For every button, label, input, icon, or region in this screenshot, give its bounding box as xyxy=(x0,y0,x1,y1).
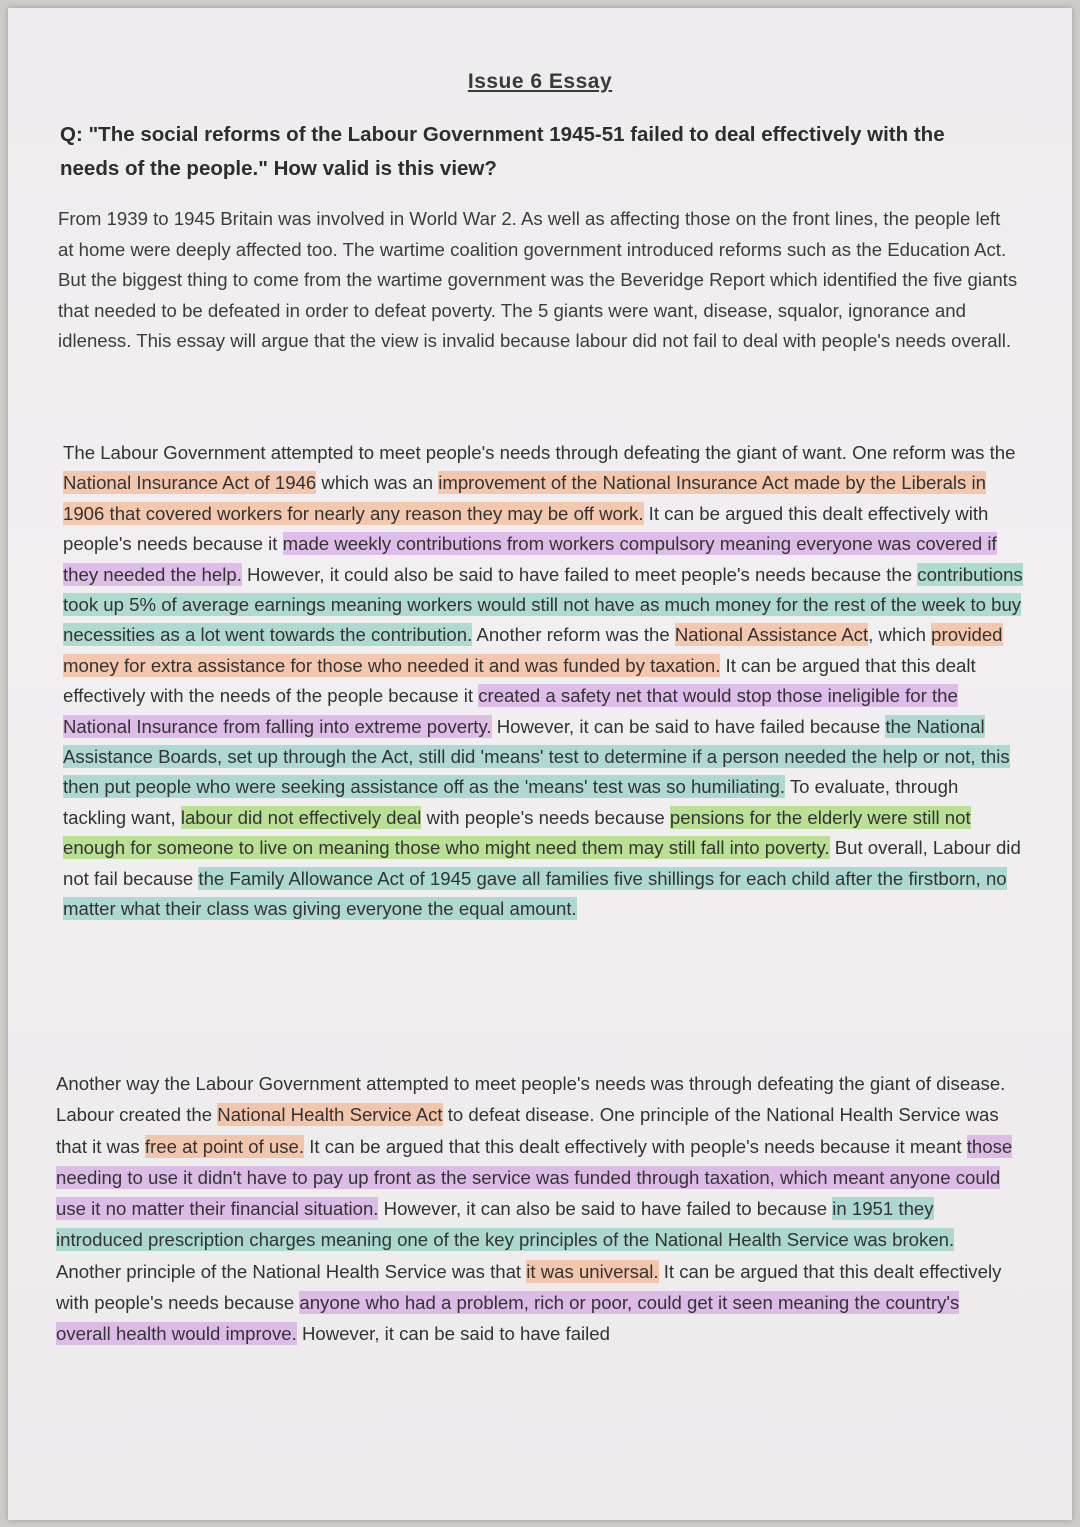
paragraph-text: Another principle of the National Health Service was that xyxy=(56,1260,527,1282)
paragraph-text: From 1939 to 1945 Britain was involved in World War 2. As well as affecting those on the front lines, the people left at home were deeply affected too. The wartime coalition government introduced reforms such as the Education Act. But the biggest thing to come from the wartime government was the Beveridge Report which identified the five giants that needed to be defeated in order to defeat poverty. The 5 giants were want, disease, squalor, ignorance and idleness. This essay will argue that the view is invalid because labour did not fail to deal with people's needs overall. xyxy=(58,208,1018,352)
paragraph-text: However, it can be said to have failed because xyxy=(491,715,886,737)
highlighted-text-purple: created a safety net that would stop those ineligible for the National Insurance from falling into extreme poverty. xyxy=(63,685,958,737)
paragraph-text: But overall, Labour did not fail because xyxy=(63,837,1021,889)
essay-page xyxy=(8,8,1072,1520)
paragraph-text: The Labour Government attempted to meet people's needs through defeating the giant of want. One reform was the xyxy=(63,442,1016,463)
highlighted-text-orange: provided money for extra assistance for those who needed it and was funded by taxation. xyxy=(63,624,1003,676)
highlighted-text-purple: made weekly contributions from workers compulsory meaning everyone was covered if they needed the help. xyxy=(63,533,997,585)
highlighted-text-green: labour did not effectively deal xyxy=(180,806,422,828)
paragraph-text: It can be argued that this dealt effectively with the needs of the people because it xyxy=(63,654,976,707)
paragraph-text: , which xyxy=(868,624,932,646)
highlighted-text-teal: the Family Allowance Act of 1945 gave all families five shillings for each child after the firstborn, no matter what their class was giving everyone the equal amount. xyxy=(63,867,1007,920)
highlighted-text-orange: it was universal. xyxy=(526,1260,659,1282)
highlighted-text-orange: National Health Service Act xyxy=(217,1104,443,1126)
paragraph-text: It can be argued that this dealt effectively with people's needs because xyxy=(56,1260,1002,1314)
essay-question: Q: "The social reforms of the Labour Government 1945-51 failed to deal effectively with the needs of the people." How valid is this view? xyxy=(60,123,945,180)
paragraph-text: To evaluate, through tackling want, xyxy=(63,776,959,828)
paragraph-text: Another reform was the xyxy=(472,624,675,646)
essay-title: Issue 6 Essay xyxy=(467,70,613,93)
highlighted-text-green: pensions for the elderly were still not enough for someone to live on meaning those who might need them may still fall into poverty. xyxy=(63,806,971,859)
paragraph-text: However, it could also be said to have failed to meet people's needs because the xyxy=(241,563,918,585)
paragraph-text: It can be argued this dealt effectively with people's needs because it xyxy=(63,502,989,555)
paragraph-text: to defeat disease. One principle of the National Health Service was that it was xyxy=(56,1104,999,1157)
highlighted-text-teal: in 1951 they introduced prescription charges meaning one of the key principles of the National Health Service was broken. xyxy=(56,1198,955,1251)
highlighted-text-orange: free at point of use. xyxy=(144,1135,305,1157)
highlighted-text-teal: the National Assistance Boards, set up through the Act, still did 'means' test to determine if a person needed the help or not, this then put people who were seeking assistance off as the 'means' test was so humiliating. xyxy=(63,715,1010,798)
highlighted-text-orange: National Assistance Act xyxy=(674,624,869,646)
highlighted-text-orange: National Insurance Act of 1946 xyxy=(63,472,317,494)
paragraph-text: with people's needs because xyxy=(421,806,670,828)
paragraph-text: which was an xyxy=(316,472,439,494)
paragraph-text: However, it can be said to have failed xyxy=(296,1323,610,1345)
highlighted-text-purple: anyone who had a problem, rich or poor, could get it seen meaning the country's overall health would improve. xyxy=(56,1292,960,1345)
paragraph-disease xyxy=(56,1068,1016,1350)
paragraph-text: It can be argued that this dealt effectively with people's needs because it meant xyxy=(304,1135,967,1157)
paragraph-intro xyxy=(58,204,1018,357)
paragraph-text: Another way the Labour Government attempted to meet people's needs was through defeating the giant of disease. Labour created the xyxy=(56,1073,1006,1126)
highlighted-text-orange: improvement of the National Insurance Act made by the Liberals in 1906 that covered workers for nearly any reason they may be off work. xyxy=(63,472,986,524)
highlighted-text-teal: contributions took up 5% of average earnings meaning workers would still not have as much money for the rest of the week to buy necessities as a lot went towards the contribution. xyxy=(63,563,1023,646)
paragraph-want xyxy=(63,438,1023,925)
highlighted-text-purple: those needing to use it didn't have to pay up front as the service was funded through taxation, which meant anyone could use it no matter their financial situation. xyxy=(56,1135,1013,1220)
paragraph-text: However, it can also be said to have failed to because xyxy=(378,1198,833,1220)
